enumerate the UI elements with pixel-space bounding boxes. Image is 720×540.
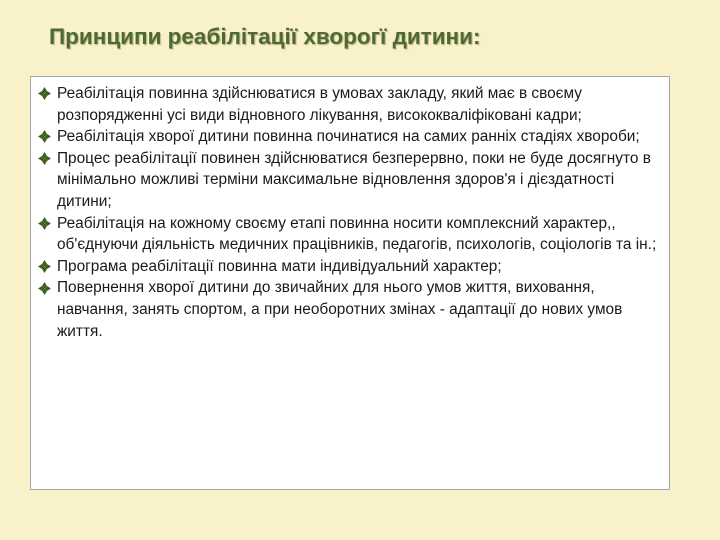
bullet-text: Реабілітація повинна здійснюватися в умовах закладу, який має в своєму розпорядженні усі види відновного лікування, висококваліфіковані кадри; [57, 85, 582, 124]
bullet-text: Реабілітація хворої дитини повинна починатися на самих ранніх стадіях хвороби; [57, 128, 640, 146]
bullet-item [38, 213, 659, 256]
diamond-bullet-icon [38, 256, 52, 278]
bullet-item [38, 126, 659, 148]
bullet-text: Програма реабілітації повинна мати індивідуальний характер; [57, 257, 502, 275]
diamond-bullet-icon [38, 148, 52, 170]
diamond-bullet-icon [38, 83, 52, 105]
diamond-bullet-icon [38, 277, 52, 299]
diamond-bullet-icon [38, 126, 52, 148]
bullet-item [38, 83, 659, 126]
bullet-text: Реабілітація на кожному своєму етапі повинна носити комплексний характер,, об'єднуючи діяльність медичних працівників, педагогів, психологів, соціологів та ін.; [57, 214, 657, 254]
slide-title: Принципи реабілітації хворогї дитини: [49, 24, 481, 49]
bullet-text: Процес реабілітації повинен здійснюватися безперервно, поки не буде досягнуто в мінімально можливі терміни максимальне відновлення здоров'я і дієздатності дитини; [57, 149, 651, 210]
bullet-text: Повернення хворої дитини до звичайних для нього умов життя, виховання, навчання, занять спортом, а при необоротних змінах - адаптації до нових умов життя. [57, 279, 623, 340]
bullet-item [38, 256, 659, 278]
content-box [30, 76, 670, 490]
diamond-bullet-icon [38, 213, 52, 235]
bullet-item [38, 277, 659, 342]
bullet-item [38, 148, 659, 213]
bullet-list [31, 77, 669, 342]
